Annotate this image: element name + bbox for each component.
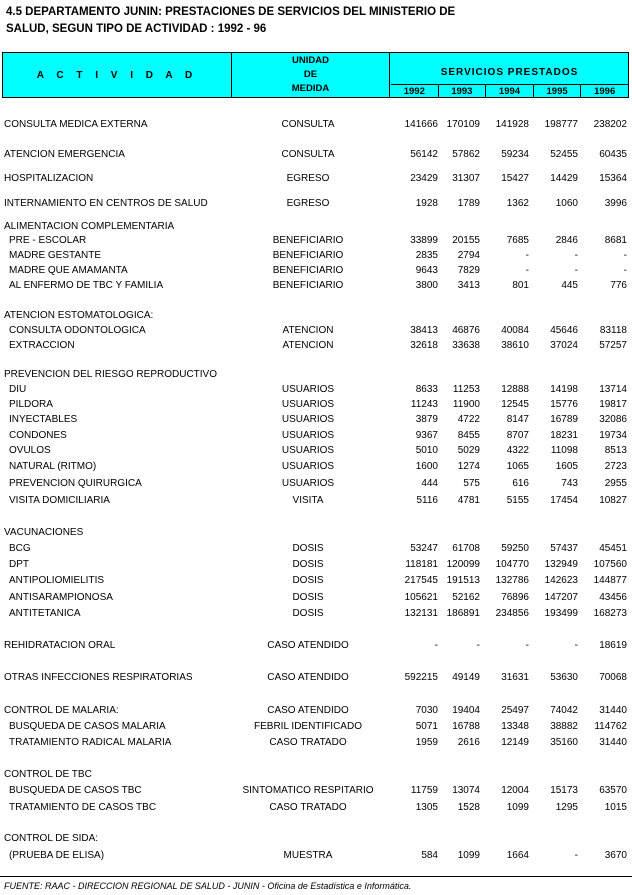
row-value-1993: 1528 (457, 802, 480, 813)
table-row (0, 591, 632, 604)
row-value-1992: 33899 (410, 235, 438, 246)
row-value-1996: 2955 (604, 478, 627, 489)
row-value-1995: 1295 (555, 802, 578, 813)
row-unit: USUARIOS (281, 445, 335, 456)
row-value-1994: 12545 (501, 399, 529, 410)
row-label: DIU (9, 384, 27, 395)
header-unidad-medida (232, 53, 390, 97)
row-value-1994: 1664 (506, 850, 529, 861)
row-value-1994: 801 (512, 280, 529, 291)
row-label: HOSPITALIZACION (4, 173, 94, 184)
table-row (0, 801, 632, 814)
row-value-1996: 43456 (599, 592, 627, 603)
table-row (0, 784, 632, 797)
row-value-1995: 15776 (550, 399, 578, 410)
row-value-1992: 217545 (404, 575, 438, 586)
table-row (0, 383, 632, 396)
row-value-1995: 147207 (544, 592, 578, 603)
row-value-1994: 12888 (501, 384, 529, 395)
row-label: OVULOS (9, 445, 51, 456)
row-value-1992: 11243 (410, 399, 438, 410)
table-row (0, 607, 632, 620)
row-unit: CASO TRATADO (269, 737, 347, 748)
row-value-1993: 1274 (457, 461, 480, 472)
row-value-1996: 60435 (599, 149, 627, 160)
row-unit: USUARIOS (281, 478, 335, 489)
row-value-1996: 107560 (593, 559, 627, 570)
row-value-1992: 1928 (415, 198, 438, 209)
row-value-1993: 49149 (452, 672, 480, 683)
row-value-1992: 9367 (415, 430, 438, 441)
row-value-1995: 17454 (550, 495, 578, 506)
row-value-1995: 38882 (550, 721, 578, 732)
row-value-1993: 4722 (457, 414, 480, 425)
row-label: MADRE GESTANTE (9, 250, 102, 261)
table-row (0, 264, 632, 277)
table-row (0, 494, 632, 507)
source-note: FUENTE: RAAC - DIRECCION REGIONAL DE SALUD - JUNIN - Oficina de Estadística e Informática. (4, 881, 412, 891)
row-value-1992: 3879 (415, 414, 438, 425)
row-value-1993: 20155 (452, 235, 480, 246)
row-label: ALIMENTACION COMPLEMENTARIA (4, 221, 175, 232)
row-value-1992: 5071 (415, 721, 438, 732)
row-value-1994: 59250 (501, 543, 529, 554)
row-unit: DOSIS (292, 559, 324, 570)
row-value-1995: 74042 (550, 705, 578, 716)
table-row (0, 339, 632, 352)
row-value-1994: - (525, 250, 529, 261)
row-value-1996: 8681 (604, 235, 627, 246)
row-unit: BENEFICIARIO (272, 265, 344, 276)
row-unit: EGRESO (286, 173, 330, 184)
row-value-1992: 11759 (410, 785, 438, 796)
row-label: TRATAMIENTO DE CASOS TBC (9, 802, 157, 813)
row-value-1994: 234856 (495, 608, 529, 619)
table-header (2, 52, 629, 98)
row-value-1993: 11253 (452, 384, 480, 395)
row-label: EXTRACCION (9, 340, 75, 351)
row-value-1995: - (574, 250, 578, 261)
row-unit: ATENCION (282, 340, 334, 351)
row-value-1992: 5116 (416, 495, 438, 506)
row-value-1993: 3413 (457, 280, 480, 291)
row-label: CONTROL DE SIDA: (4, 833, 99, 844)
row-value-1994: 40084 (501, 325, 529, 336)
table-row (0, 368, 632, 381)
row-value-1994: 31631 (501, 672, 529, 683)
title-line-2: SALUD, SEGUN TIPO DE ACTIVIDAD : 1992 - 96 (6, 23, 267, 35)
row-value-1993: 31307 (452, 173, 480, 184)
row-unit: CONSULTA (281, 119, 335, 130)
row-value-1995: 198777 (544, 119, 578, 130)
row-value-1996: 776 (610, 280, 627, 291)
row-value-1995: 445 (561, 280, 578, 291)
row-value-1995: 11098 (550, 445, 578, 456)
row-value-1996: 3670 (604, 850, 627, 861)
row-label: CONTROL DE TBC (4, 769, 92, 780)
row-value-1993: 13074 (452, 785, 480, 796)
row-value-1996: 1015 (604, 802, 627, 813)
row-value-1996: 19734 (599, 430, 627, 441)
row-label: PREVENCION QUIRURGICA (9, 478, 142, 489)
table-row (0, 249, 632, 262)
row-value-1993: 19404 (452, 705, 480, 716)
row-label: CONTROL DE MALARIA: (4, 705, 119, 716)
row-label: AL ENFERMO DE TBC Y FAMILIA (9, 280, 164, 291)
row-value-1993: 4781 (457, 495, 480, 506)
row-label: BCG (9, 543, 31, 554)
table-row (0, 736, 632, 749)
row-value-1996: 63570 (599, 785, 627, 796)
row-value-1996: 18619 (599, 640, 627, 651)
row-unit: MUESTRA (283, 850, 333, 861)
row-value-1996: 45451 (599, 543, 627, 554)
row-label: PRE - ESCOLAR (9, 235, 87, 246)
row-value-1996: 31440 (599, 737, 627, 748)
row-value-1994: - (525, 640, 529, 651)
table-row (0, 704, 632, 717)
row-value-1993: 61708 (452, 543, 480, 554)
row-unit: SINTOMATICO RESPITARIO (242, 785, 374, 796)
row-unit: CONSULTA (281, 149, 335, 160)
row-value-1995: 1060 (555, 198, 578, 209)
row-label: OTRAS INFECCIONES RESPIRATORIAS (4, 672, 193, 683)
row-value-1993: 33638 (452, 340, 480, 351)
row-value-1993: 170109 (446, 119, 480, 130)
row-value-1994: 616 (512, 478, 529, 489)
table-row (0, 477, 632, 490)
row-label: ANTITETANICA (9, 608, 81, 619)
table-row (0, 444, 632, 457)
row-value-1992: 23429 (410, 173, 438, 184)
row-value-1992: 3800 (415, 280, 438, 291)
row-value-1995: - (574, 850, 578, 861)
row-label: PREVENCION DEL RIESGO REPRODUCTIVO (4, 369, 217, 380)
row-value-1996: 8513 (604, 445, 627, 456)
row-value-1992: 9643 (415, 265, 438, 276)
row-value-1995: 743 (561, 478, 578, 489)
header-actividad: A C T I V I D A D (3, 53, 232, 97)
table-row (0, 118, 632, 131)
row-value-1992: 141666 (404, 119, 438, 130)
row-unit: CASO ATENDIDO (267, 705, 349, 716)
row-value-1995: 35160 (550, 737, 578, 748)
table-row (0, 460, 632, 473)
table-row (0, 279, 632, 292)
row-value-1994: 25497 (501, 705, 529, 716)
row-value-1992: 118181 (405, 559, 438, 570)
year-header: 1992 (403, 86, 425, 97)
year-header: 1993 (438, 85, 486, 98)
row-label: ANTIPOLIOMIELITIS (9, 575, 105, 586)
row-value-1995: 57437 (550, 543, 578, 554)
row-value-1993: 7829 (457, 265, 480, 276)
year-header: 1995 (533, 85, 581, 98)
row-value-1996: 83118 (599, 325, 627, 336)
row-value-1994: - (525, 265, 529, 276)
year-header: 1994 (485, 85, 533, 98)
row-value-1994: 15427 (501, 173, 529, 184)
row-label: CONSULTA ODONTOLOGICA (9, 325, 146, 336)
row-value-1995: 16789 (550, 414, 578, 425)
table-row (0, 309, 632, 322)
row-value-1995: 1605 (555, 461, 578, 472)
row-value-1993: 52162 (452, 592, 480, 603)
year-header: 1996 (580, 85, 628, 98)
row-value-1996: 238202 (593, 119, 627, 130)
row-unit: USUARIOS (281, 414, 335, 425)
row-value-1996: 70068 (599, 672, 627, 683)
row-value-1992: - (434, 640, 438, 651)
row-value-1996: 144877 (593, 575, 627, 586)
row-value-1993: 5029 (457, 445, 480, 456)
table-row (0, 220, 632, 233)
row-value-1995: 14429 (550, 173, 578, 184)
row-value-1995: 53630 (550, 672, 578, 683)
row-label: REHIDRATACION ORAL (4, 640, 116, 651)
row-value-1993: 11900 (452, 399, 480, 410)
row-value-1993: 46876 (452, 325, 480, 336)
row-value-1995: 14198 (550, 384, 578, 395)
table-row (0, 671, 632, 684)
row-unit: USUARIOS (281, 461, 335, 472)
row-value-1994: 8147 (506, 414, 529, 425)
table-row (0, 639, 632, 652)
row-value-1994: 1099 (506, 802, 529, 813)
row-value-1996: 57257 (599, 340, 627, 351)
row-value-1992: 132131 (404, 608, 438, 619)
title-line-1: 4.5 DEPARTAMENTO JUNIN: PRESTACIONES DE SERVICIOS DEL MINISTERIO DE (6, 6, 456, 18)
row-value-1994: 38610 (501, 340, 529, 351)
table-row (0, 398, 632, 411)
row-value-1992: 105621 (404, 592, 438, 603)
row-value-1992: 444 (421, 478, 438, 489)
row-label: ATENCION EMERGENCIA (4, 149, 125, 160)
row-unit: FEBRIL IDENTIFICADO (254, 721, 362, 732)
row-value-1993: 2794 (457, 250, 480, 261)
row-value-1993: 120099 (446, 559, 480, 570)
row-value-1994: 132786 (495, 575, 529, 586)
row-value-1993: 8455 (457, 430, 480, 441)
row-value-1992: 1305 (415, 802, 438, 813)
page-title (6, 4, 616, 38)
row-value-1996: 10827 (599, 495, 627, 506)
header-medida-line: MEDIDA (291, 83, 330, 94)
row-value-1994: 4322 (506, 445, 529, 456)
row-unit: DOSIS (292, 608, 324, 619)
row-value-1996: 15364 (599, 173, 627, 184)
row-unit: VISITA (292, 495, 324, 506)
row-unit: BENEFICIARIO (272, 235, 344, 246)
row-value-1995: 142623 (544, 575, 578, 586)
table-row (0, 849, 632, 862)
table-row (0, 558, 632, 571)
row-value-1994: 13348 (501, 721, 529, 732)
row-value-1993: 186891 (446, 608, 480, 619)
row-value-1996: - (623, 265, 627, 276)
row-value-1995: 52455 (550, 149, 578, 160)
table-row (0, 234, 632, 247)
row-label: (PRUEBA DE ELISA) (9, 850, 105, 861)
row-label: DPT (9, 559, 29, 570)
table-row (0, 197, 632, 210)
table-row (0, 148, 632, 161)
table-row (0, 768, 632, 781)
row-value-1995: - (574, 640, 578, 651)
row-value-1994: 141928 (495, 119, 529, 130)
row-value-1994: 12004 (501, 785, 529, 796)
row-value-1996: 3996 (604, 198, 627, 209)
row-value-1994: 7685 (506, 235, 529, 246)
row-unit: BENEFICIARIO (272, 280, 344, 291)
row-value-1992: 38413 (410, 325, 438, 336)
row-unit: CASO ATENDIDO (267, 672, 349, 683)
row-value-1992: 8633 (415, 384, 438, 395)
row-label: INTERNAMIENTO EN CENTROS DE SALUD (4, 198, 208, 209)
row-value-1996: 2723 (604, 461, 627, 472)
row-value-1993: 191513 (446, 575, 480, 586)
row-label: BUSQUEDA DE CASOS TBC (9, 785, 142, 796)
table-row (0, 542, 632, 555)
row-value-1994: 1362 (506, 198, 529, 209)
table-row (0, 413, 632, 426)
row-value-1992: 53247 (410, 543, 438, 554)
row-value-1994: 5155 (506, 495, 529, 506)
row-unit: ATENCION (282, 325, 334, 336)
header-years (391, 84, 628, 98)
row-value-1996: 19817 (599, 399, 627, 410)
row-value-1996: 31440 (599, 705, 627, 716)
row-value-1995: 15173 (550, 785, 578, 796)
table-row (0, 832, 632, 845)
row-label: CONSULTA MEDICA EXTERNA (4, 119, 148, 130)
row-value-1995: 132949 (544, 559, 578, 570)
row-value-1995: 45646 (550, 325, 578, 336)
row-value-1992: 584 (421, 850, 438, 861)
row-value-1994: 104770 (495, 559, 529, 570)
row-label: VISITA DOMICILIARIA (9, 495, 110, 506)
row-value-1995: - (574, 265, 578, 276)
row-label: PILDORA (9, 399, 53, 410)
row-value-1995: 37024 (550, 340, 578, 351)
row-unit: USUARIOS (281, 430, 335, 441)
row-label: MADRE QUE AMAMANTA (9, 265, 128, 276)
row-label: TRATAMIENTO RADICAL MALARIA (9, 737, 172, 748)
row-value-1992: 1600 (415, 461, 438, 472)
row-value-1993: 57862 (452, 149, 480, 160)
row-value-1993: 575 (463, 478, 480, 489)
row-unit: DOSIS (292, 592, 324, 603)
row-label: VACUNACIONES (4, 527, 84, 538)
row-value-1992: 592215 (404, 672, 438, 683)
row-value-1994: 1065 (506, 461, 529, 472)
row-value-1996: 168273 (593, 608, 627, 619)
row-value-1996: 32086 (599, 414, 627, 425)
row-value-1992: 2835 (415, 250, 438, 261)
row-unit: DOSIS (292, 543, 324, 554)
row-value-1992: 5010 (415, 445, 438, 456)
header-de-line: DE (303, 69, 318, 80)
row-label: ANTISARAMPIONOSA (9, 592, 113, 603)
row-value-1995: 2846 (555, 235, 578, 246)
header-unidad-line: UNIDAD (292, 55, 329, 66)
row-unit: CASO ATENDIDO (267, 640, 349, 651)
row-label: NATURAL (RITMO) (9, 461, 97, 472)
row-value-1993: 1789 (457, 198, 480, 209)
row-label: ATENCION ESTOMATOLOGICA: (4, 310, 154, 321)
row-unit: BENEFICIARIO (272, 250, 344, 261)
row-label: CONDONES (9, 430, 67, 441)
row-value-1994: 59234 (501, 149, 529, 160)
row-value-1992: 32618 (410, 340, 438, 351)
row-value-1994: 76896 (501, 592, 529, 603)
row-value-1994: 8707 (506, 430, 529, 441)
row-unit: USUARIOS (281, 384, 335, 395)
table-row (0, 429, 632, 442)
table-row (0, 172, 632, 185)
row-value-1996: 114762 (594, 721, 627, 732)
table-row (0, 324, 632, 337)
row-label: BUSQUEDA DE CASOS MALARIA (9, 721, 166, 732)
row-value-1992: 56142 (410, 149, 438, 160)
row-label: INYECTABLES (9, 414, 78, 425)
row-value-1993: 2616 (457, 737, 480, 748)
table-row (0, 526, 632, 539)
row-value-1992: 7030 (415, 705, 438, 716)
table-row (0, 720, 632, 733)
row-unit: DOSIS (292, 575, 324, 586)
row-value-1993: 1099 (457, 850, 480, 861)
row-value-1996: - (623, 250, 627, 261)
row-value-1996: 13714 (599, 384, 627, 395)
row-unit: EGRESO (286, 198, 330, 209)
row-value-1993: - (476, 640, 480, 651)
row-unit: CASO TRATADO (269, 802, 347, 813)
row-unit: USUARIOS (281, 399, 335, 410)
header-servicios-prestados: SERVICIOS PRESTADOS (440, 67, 579, 78)
row-value-1995: 193499 (544, 608, 578, 619)
row-value-1993: 16788 (452, 721, 480, 732)
row-value-1995: 18231 (550, 430, 578, 441)
row-value-1992: 1959 (415, 737, 438, 748)
table-row (0, 574, 632, 587)
footer-divider (0, 876, 632, 877)
row-value-1994: 12149 (501, 737, 529, 748)
